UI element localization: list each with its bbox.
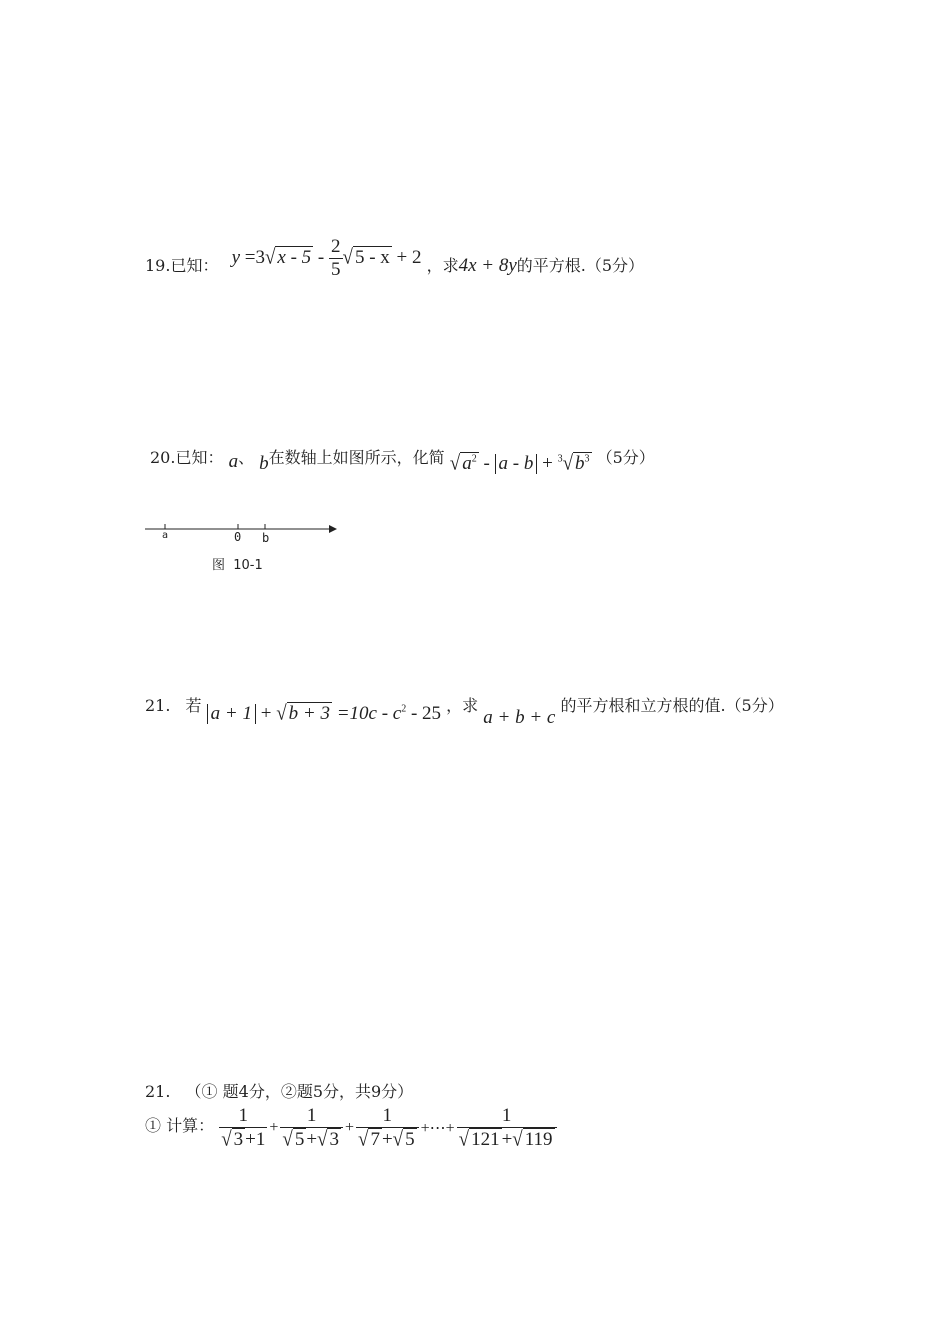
- eq-coef: =3: [240, 246, 265, 268]
- radical-b-plus-3: √ b + 3: [276, 701, 330, 725]
- number-line-figure: [140, 515, 350, 575]
- problem-20-expression: √ $a^2 - a - b + ^3√$ $b^3$: [449, 451, 590, 475]
- problem-21b-header: [145, 1079, 413, 1102]
- var-b: b: [259, 453, 269, 474]
- problem-20-tail: （5分）: [596, 448, 655, 467]
- problem-20-number: 20.: [150, 448, 176, 467]
- problem-21a-mid: ，求: [446, 696, 479, 715]
- radical-2: √ 5 - x: [342, 245, 390, 269]
- problem-20-mid: 在数轴上如图所示，化简: [268, 448, 445, 467]
- radical: √ 7: [358, 1127, 380, 1151]
- series-term: [356, 1105, 419, 1151]
- var-a: a: [228, 451, 239, 472]
- radical: √ 5: [282, 1127, 305, 1151]
- radical-1: √ x - 5: [264, 245, 312, 269]
- term-denominator: √ 121 +√ 119: [457, 1127, 557, 1151]
- term-denominator: √ 5 +√ 3: [280, 1127, 343, 1151]
- problem-19-equation: y =3√ x - 5 - $\frac{2}{5}$ √ 5 - x + 2: [231, 236, 422, 280]
- series-term: [457, 1105, 557, 1151]
- figure-caption: 图 10-1: [212, 558, 263, 573]
- axis-label-a: a: [162, 530, 169, 541]
- term-numerator: 1: [238, 1105, 249, 1126]
- term-numerator: 1: [306, 1105, 317, 1126]
- problem-21a: [145, 693, 784, 727]
- problem-21b-lead: ① 计算：: [145, 1115, 215, 1135]
- term-numerator: 1: [382, 1105, 393, 1126]
- axis-label-b: b: [262, 531, 270, 545]
- problem-21a-number: 21.: [145, 696, 171, 715]
- problem-19-number: 19.: [145, 255, 171, 275]
- problem-21a-tail: 的平方根和立方根的值.（5分）: [560, 696, 784, 715]
- problem-21a-expr: a + b + c: [483, 707, 556, 728]
- term-denominator: √ 7 +√ 5: [356, 1127, 419, 1151]
- problem-19-mid: ，求: [426, 255, 459, 275]
- term-numerator: 1: [501, 1105, 512, 1126]
- ellipsis-plus: +⋯+: [420, 1120, 455, 1137]
- series-expression: [219, 1105, 556, 1151]
- arrow-icon: [329, 525, 337, 533]
- problem-21b-points: （① 题4分，②题5分，共9分）: [185, 1082, 414, 1101]
- number-line: [140, 515, 350, 545]
- problem-21b-series: [145, 1105, 557, 1155]
- problem-19-lead: 已知：: [170, 255, 219, 275]
- problem-20-lead: 已知：: [175, 448, 224, 467]
- problem-21a-lead: 若: [185, 696, 202, 715]
- problem-19-expr: 4x + 8y: [458, 254, 517, 276]
- cube-root-index: 3: [557, 453, 563, 465]
- abs-a-minus-b: a - b: [495, 454, 538, 474]
- problem-19-tail: 的平方根.（5分）: [516, 255, 645, 275]
- cube-root-b3: √ $b^3$: [562, 451, 590, 475]
- radical: √ 3: [317, 1127, 339, 1151]
- problem-20: 20.已知： a、 b在数轴上如图所示，化简 √ $a^2 - a - b + ^3√$ $b^3$ （5分）: [150, 448, 655, 475]
- fraction-2-5: $\frac{2}{5}$: [331, 236, 341, 280]
- var-y: y: [231, 246, 240, 268]
- radical: √ 121: [458, 1127, 500, 1151]
- problem-21b-number: 21.: [145, 1082, 171, 1101]
- radical: √ 3: [221, 1127, 244, 1151]
- radical: √ 5: [392, 1127, 415, 1151]
- radical-a2: √ $a^2$: [449, 451, 477, 475]
- axis-label-0: 0: [234, 530, 242, 544]
- abs-a-plus-1: a + 1: [207, 704, 256, 724]
- problem-19: [145, 236, 644, 280]
- term-denominator: √ 3 +1: [221, 1127, 266, 1151]
- series-term: [219, 1105, 267, 1151]
- series-term: [280, 1105, 343, 1151]
- radical: √ 119: [512, 1127, 553, 1151]
- plus-sign: +: [344, 1119, 354, 1136]
- plus-sign: +: [269, 1119, 279, 1136]
- problem-21a-equation: a + 1 + √ $b + 3 =10c - c^2 - 25$: [207, 702, 441, 725]
